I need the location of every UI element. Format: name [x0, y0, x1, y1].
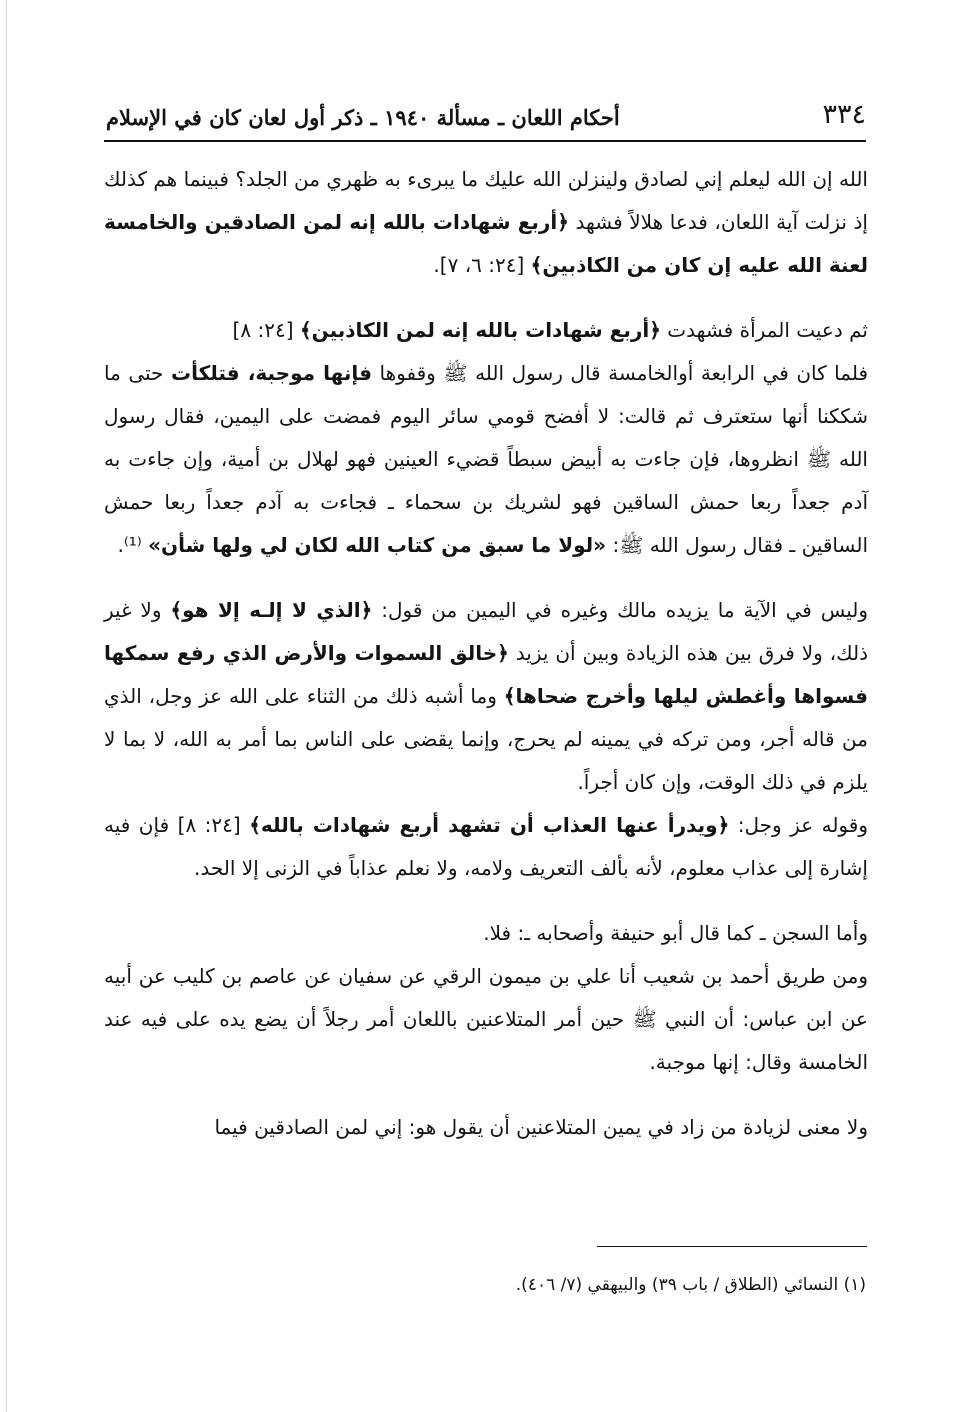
text-run: [٢٤: ٨] فإن فيه إشارة إلى عذاب معلوم، لأنه بألف التعريف ولامه، ولا نعلم عذاباً في الزنى إلا الحد.: [104, 813, 868, 880]
text-run: حتى ما شككنا أنها ستعترف ثم قالت: لا أفضح قومي سائر اليوم فمضت على اليمين، فقال رسول الله ﷺ انظروها، فإن جاءت به أبيض سبطاً قضيء العينين فهو لهلال بن أمية، وإن جاءت به آدم جعداً ربعا حمش الساقين فهو لشريك بن سحماء ـ فجاءت به آدم جعداً ربعا حمش الساقين ـ فقال رسول الله ﷺ:: [104, 361, 868, 557]
quran-verse: ﴿الذي لا إلـه إلا هو﴾: [170, 598, 373, 622]
text-run: وأما السجن ـ كما قال أبو حنيفة وأصحابه ـ: فلا.: [483, 921, 868, 945]
quran-verse: ﴿أربع شهادات بالله إنه لمن الكاذبين﴾: [299, 318, 661, 342]
text-run: فلما كان في الرابعة أوالخامسة قال رسول الله ﷺ وقفوها: [371, 361, 869, 385]
hadith-quote: «لولا ما سبق من كتاب الله لكان لي ولها شأن»: [148, 533, 607, 557]
verse-reference: [٢٤: ٦، ٧].: [433, 253, 531, 277]
footnote-marker: ⁽¹⁾.: [117, 533, 149, 557]
text-run: ولا معنى لزيادة من زاد في يمين المتلاعنين أن يقول هو: إني لمن الصادقين فيما: [214, 1115, 868, 1139]
page-number: ٣٣٤: [822, 99, 866, 130]
emphasis-text: فإنها موجبة، فتلكأت: [170, 361, 372, 385]
text-run: الله إن الله ليعلم إني لصادق ولينزلن الله عليك ما يبرىء به ظهري من الجلد؟ فبينما هم كذلك إذ نزلت آية اللعان، فدعا هلالاً فشهد: [104, 167, 868, 234]
header-divider: [104, 140, 866, 142]
quran-verse: ﴿خالق السموات والأرض الذي رفع سمكها فسواها وأغطش ليلها وأخرج ضحاها﴾: [104, 641, 868, 708]
text-run: وليس في الآية ما يزيده مالك وغيره في اليمين من قول:: [372, 598, 868, 622]
footnote: (١) النسائي (الطلاق / باب ٣٩) والبيهقي (٧/ ٤٠٦).: [515, 1275, 866, 1295]
paragraph: [104, 1106, 868, 1149]
paragraph: [104, 912, 868, 955]
quran-verse: ﴿أربع شهادات بالله إنه لمن الصادقين والخامسة لعنة الله عليه إن كان من الكاذبين﴾: [104, 210, 868, 277]
paragraph: [104, 955, 868, 1084]
text-run: ولا غير ذلك، ولا فرق بين هذه الزيادة وبين أن يزيد: [104, 598, 868, 665]
main-text: [104, 158, 868, 1149]
footnote-divider: [597, 1246, 867, 1247]
paragraph: [104, 158, 868, 287]
quran-verse: ﴿ويدرأ عنها العذاب أن تشهد أربع شهادات بالله﴾: [249, 813, 730, 837]
text-run: وقوله عز وجل:: [729, 813, 868, 837]
verse-reference: [٢٤: ٨]: [232, 318, 300, 342]
text-run: ثم دعيت المرأة فشهدت: [660, 318, 868, 342]
paragraph: [104, 804, 868, 890]
running-title: أحكام اللعان ـ مسألة ١٩٤٠ ـ ذكر أول لعان كان في الإسلام: [106, 105, 620, 130]
text-run: ومن طريق أحمد بن شعيب أنا علي بن ميمون الرقي عن سفيان عن عاصم بن كليب عن أبيه عن ابن عباس: أن النبي ﷺ حين أمر المتلاعنين باللعان أمر رجلاً أن يضع يده على فيه عند الخامسة وقال: إنها موجبة.: [104, 964, 868, 1074]
paragraph: [104, 309, 868, 352]
paragraph: [104, 589, 868, 804]
page-edge-line: [6, 0, 7, 1412]
text-run: وما أشبه ذلك من الثناء على الله عز وجل، الذي من قاله أجر، ومن تركه في يمينه لم يحرج، وإنما يقضى على الناس بما أمر به الله، لا بما لا يلزم في ذلك الوقت، وإن كان أجراً.: [104, 684, 868, 794]
page-header: [106, 86, 866, 130]
paragraph: [104, 352, 868, 567]
